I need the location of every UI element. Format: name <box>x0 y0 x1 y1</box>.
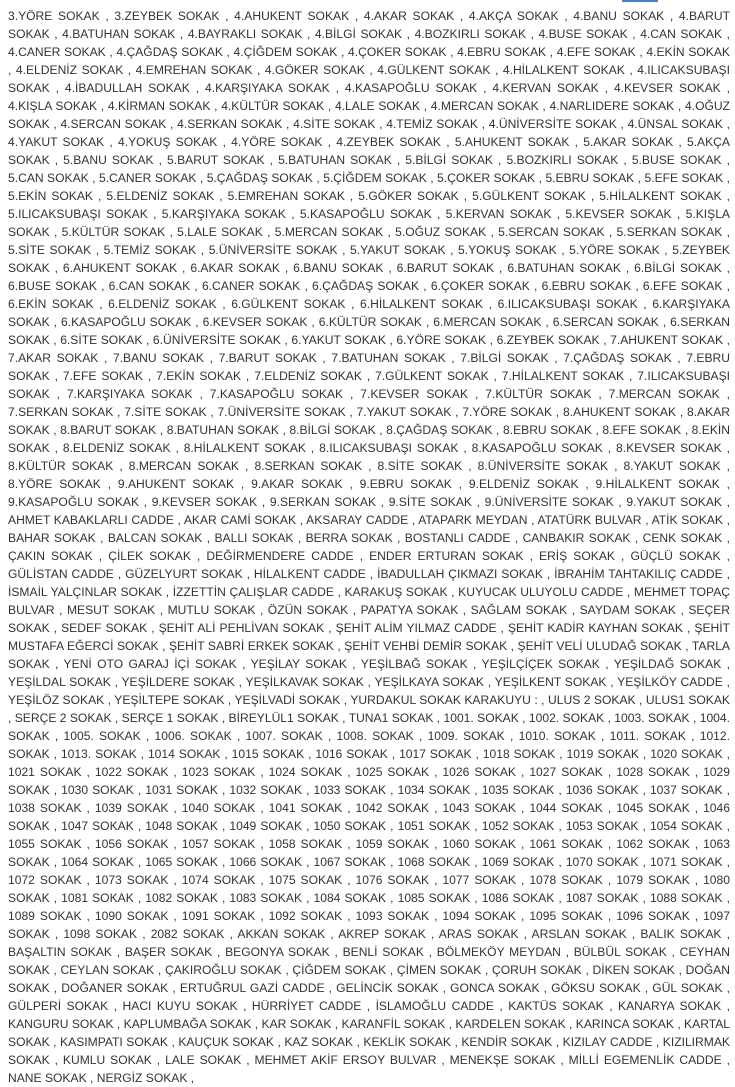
top-divider <box>0 0 735 2</box>
top-accent-bar <box>622 0 658 2</box>
street-list-paragraph: 3.YÖRE SOKAK , 3.ZEYBEK SOKAK , 4.AHUKENT SOKAK , 4.AKAR SOKAK , 4.AKÇA SOKAK , 4.BANU SOKAK , 4.BARUT SOKAK , 4.BATUHAN SOKAK , 4.BAYRAKLI SOKAK , 4.BİLGİ SOKAK , 4.BOZKIRLI SOKAK , 4.BUSE SOKAK , 4.CAN SOKAK , 4.CANER SOKAK , 4.ÇAĞDAŞ SOKAK , 4.ÇİĞDEM SOKAK , 4.ÇOKER SOKAK , 4.EBRU SOKAK , 4.EFE SOKAK , 4.EKİN SOKAK , 4.ELDENİZ SOKAK , 4.EMREHAN SOKAK , 4.GÖKER SOKAK , 4.GÜLKENT SOKAK , 4.HİLALKENT SOKAK , 4.ILICAKSUBAŞI SOKAK , 4.İBADULLAH SOKAK , 4.KARŞIYAKA SOKAK , 4.KASAPOĞLU SOKAK , 4.KERVAN SOKAK , 4.KEVSER SOKAK , 4.KIŞLA SOKAK , 4.KİRMAN SOKAK , 4.KÜLTÜR SOKAK , 4.LALE SOKAK , 4.MERCAN SOKAK , 4.NARLIDERE SOKAK , 4.OĞUZ SOKAK , 4.SERCAN SOKAK , 4.SERKAN SOKAK , 4.SİTE SOKAK , 4.TEMİZ SOKAK , 4.ÜNİVERSİTE SOKAK , 4.ÜNSAL SOKAK , 4.YAKUT SOKAK , 4.YOKUŞ SOKAK , 4.YÖRE SOKAK , 4.ZEYBEK SOKAK , 5.AHUKENT SOKAK , 5.AKAR SOKAK , 5.AKÇA SOKAK , 5.BANU SOKAK , 5.BARUT SOKAK , 5.BATUHAN SOKAK , 5.BİLGİ SOKAK , 5.BOZKIRLI SOKAK , 5.BUSE SOKAK , 5.CAN SOKAK , 5.CANER SOKAK , 5.ÇAĞDAŞ SOKAK , 5.ÇİĞDEM SOKAK , 5.ÇOKER SOKAK , 5.EBRU SOKAK , 5.EFE SOKAK , 5.EKİN SOKAK , 5.ELDENİZ SOKAK , 5.EMREHAN SOKAK , 5.GÖKER SOKAK , 5.GÜLKENT SOKAK , 5.HİLALKENT SOKAK , 5.ILICAKSUBAŞI SOKAK , 5.KARŞIYAKA SOKAK , 5.KASAPOĞLU SOKAK , 5.KERVAN SOKAK , 5.KEVSER SOKAK , 5.KIŞLA SOKAK , 5.KÜLTÜR SOKAK , 5.LALE SOKAK , 5.MERCAN SOKAK , 5.OĞUZ SOKAK , 5.SERCAN SOKAK , 5.SERKAN SOKAK , 5.SİTE SOKAK , 5.TEMİZ SOKAK , 5.ÜNİVERSİTE SOKAK , 5.YAKUT SOKAK , 5.YOKUŞ SOKAK , 5.YÖRE SOKAK , 5.ZEYBEK SOKAK , 6.AHUKENT SOKAK , 6.AKAR SOKAK , 6.BANU SOKAK , 6.BARUT SOKAK , 6.BATUHAN SOKAK , 6.BİLGİ SOKAK , 6.BUSE SOKAK , 6.CAN SOKAK , 6.CANER SOKAK , 6.ÇAĞDAŞ SOKAK , 6.ÇOKER SOKAK , 6.EBRU SOKAK , 6.EFE SOKAK , 6.EKİN SOKAK , 6.ELDENİZ SOKAK , 6.GÜLKENT SOKAK , 6.HİLALKENT SOKAK , 6.ILICAKSUBAŞI SOKAK , 6.KARŞIYAKA SOKAK , 6.KASAPOĞLU SOKAK , 6.KEVSER SOKAK , 6.KÜLTÜR SOKAK , 6.MERCAN SOKAK , 6.SERCAN SOKAK , 6.SERKAN SOKAK , 6.SİTE SOKAK , 6.ÜNİVERSİTE SOKAK , 6.YAKUT SOKAK , 6.YÖRE SOKAK , 6.ZEYBEK SOKAK , 7.AHUKENT SOKAK , 7.AKAR SOKAK , 7.BANU SOKAK , 7.BARUT SOKAK , 7.BATUHAN SOKAK , 7.BİLGİ SOKAK , 7.ÇAĞDAŞ SOKAK , 7.EBRU SOKAK , 7.EFE SOKAK , 7.EKİN SOKAK , 7.ELDENİZ SOKAK , 7.GÜLKENT SOKAK , 7.HİLALKENT SOKAK , 7.ILICAKSUBAŞI SOKAK , 7.KARŞIYAKA SOKAK , 7.KASAPOĞLU SOKAK , 7.KEVSER SOKAK , 7.KÜLTÜR SOKAK , 7.MERCAN SOKAK , 7.SERKAN SOKAK , 7.SİTE SOKAK , 7.ÜNİVERSİTE SOKAK , 7.YAKUT SOKAK , 7.YÖRE SOKAK , 8.AHUKENT SOKAK , 8.AKAR SOKAK , 8.BARUT SOKAK , 8.BATUHAN SOKAK , 8.BİLGİ SOKAK , 8.ÇAĞDAŞ SOKAK , 8.EBRU SOKAK , 8.EFE SOKAK , 8.EKİN SOKAK , 8.ELDENİZ SOKAK , 8.HİLALKENT SOKAK , 8.ILICAKSUBAŞI SOKAK , 8.KASAPOĞLU SOKAK , 8.KEVSER SOKAK , 8.KÜLTÜR SOKAK , 8.MERCAN SOKAK , 8.SERKAN SOKAK , 8.SİTE SOKAK , 8.ÜNİVERSİTE SOKAK , 8.YAKUT SOKAK , 8.YÖRE SOKAK , 9.AHUKENT SOKAK , 9.AKAR SOKAK , 9.EBRU SOKAK , 9.ELDENİZ SOKAK , 9.HİLALKENT SOKAK , 9.KASAPOĞLU SOKAK , 9.KEVSER SOKAK , 9.SERKAN SOKAK , 9.SİTE SOKAK , 9.ÜNİVERSİTE SOKAK , 9.YAKUT SOKAK , AHMET KABAKLARLI CADDE , AKAR CAMİ SOKAK , AKSARAY CADDE , ATAPARK MEYDAN , ATATÜRK BULVAR , ATİK SOKAK , BAHAR SOKAK , BALCAN SOKAK , BALLI SOKAK , BERRA SOKAK , BOSTANLI CADDE , CANBAKIR SOKAK , CENK SOKAK , ÇAKIN SOKAK , ÇİLEK SOKAK , DEĞİRMENDERE CADDE , ENDER ERTURAN SOKAK , ERİŞ SOKAK , GÜÇLÜ SOKAK , GÜLİSTAN CADDE , GÜZELYURT SOKAK , HİLALKENT CADDE , İBADULLAH ÇIKMAZI SOKAK , İBRAHİM TAHTAKILIÇ CADDE , İSMAİL YALÇINLAR SOKAK , İZZETTİN ÇALIŞLAR CADDE , KARAKUŞ SOKAK , KUYUCAK ULUYOLU CADDE , MEHMET TOPAÇ BULVAR , MESUT SOKAK , MUTLU SOKAK , ÖZÜN SOKAK , PAPATYA SOKAK , SAĞLAM SOKAK , SAYDAM SOKAK , SEÇER SOKAK , SEDEF SOKAK , ŞEHİT ALİ PEHLİVAN SOKAK , ŞEHİT ALİM YILMAZ CADDE , ŞEHİT KADİR KAYHAN SOKAK , ŞEHİT MUSTAFA EĞERCİ SOKAK , ŞEHİT SABRİ ERKEK SOKAK , ŞEHİT VEHBİ DEMİR SOKAK , ŞEHİT VELİ ULUDAĞ SOKAK , TARLA SOKAK , YENİ OTO GARAJ İÇİ SOKAK , YEŞİLAY SOKAK , YEŞİLBAĞ SOKAK , YEŞİLÇİÇEK SOKAK , YEŞİLDAĞ SOKAK , YEŞİLDAL SOKAK , YEŞİLDERE SOKAK , YEŞİLKAVAK SOKAK , YEŞİLKAYA SOKAK , YEŞİLKENT SOKAK , YEŞİLKÖY CADDE , YEŞİLÖZ SOKAK , YEŞİLTEPE SOKAK , YEŞİLVADİ SOKAK , YURDAKUL SOKAK KARAKUYU : , ULUS 2 SOKAK , ULUS1 SOKAK , SERÇE 2 SOKAK , SERÇE 1 SOKAK , BİREYLÜL1 SOKAK , TUNA1 SOKAK , 1001. SOKAK , 1002. SOKAK , 1003. SOKAK , 1004. SOKAK , 1005. SOKAK , 1006. SOKAK , 1007. SOKAK , 1008. SOKAK , 1009. SOKAK , 1010. SOKAK , 1011. SOKAK , 1012. SOKAK , 1013. SOKAK , 1014 SOKAK , 1015 SOKAK , 1016 SOKAK , 1017 SOKAK , 1018 SOKAK , 1019 SOKAK , 1020 SOKAK , 1021 SOKAK , 1022 SOKAK , 1023 SOKAK , 1024 SOKAK , 1025 SOKAK , 1026 SOKAK , 1027 SOKAK , 1028 SOKAK , 1029 SOKAK , 1030 SOKAK , 1031 SOKAK , 1032 SOKAK , 1033 SOKAK , 1034 SOKAK , 1035 SOKAK , 1036 SOKAK , 1037 SOKAK , 1038 SOKAK , 1039 SOKAK , 1040 SOKAK , 1041 SOKAK , 1042 SOKAK , 1043 SOKAK , 1044 SOKAK , 1045 SOKAK , 1046 SOKAK , 1047 SOKAK , 1048 SOKAK , 1049 SOKAK , 1050 SOKAK , 1051 SOKAK , 1052 SOKAK , 1053 SOKAK , 1054 SOKAK , 1055 SOKAK , 1056 SOKAK , 1057 SOKAK , 1058 SOKAK , 1059 SOKAK , 1060 SOKAK , 1061 SOKAK , 1062 SOKAK , 1063 SOKAK , 1064 SOKAK , 1065 SOKAK , 1066 SOKAK , 1067 SOKAK , 1068 SOKAK , 1069 SOKAK , 1070 SOKAK , 1071 SOKAK , 1072 SOKAK , 1073 SOKAK , 1074 SOKAK , 1075 SOKAK , 1076 SOKAK , 1077 SOKAK , 1078 SOKAK , 1079 SOKAK , 1080 SOKAK , 1081 SOKAK , 1082 SOKAK , 1083 SOKAK , 1084 SOKAK , 1085 SOKAK , 1086 SOKAK , 1087 SOKAK , 1088 SOKAK , 1089 SOKAK , 1090 SOKAK , 1091 SOKAK , 1092 SOKAK , 1093 SOKAK , 1094 SOKAK , 1095 SOKAK , 1096 SOKAK , 1097 SOKAK , 1098 SOKAK , 2082 SOKAK , AKKAN SOKAK , AKREP SOKAK , ARAS SOKAK , ARSLAN SOKAK , BALIK SOKAK , BAŞALTIN SOKAK , BAŞER SOKAK , BEGONYA SOKAK , BENLİ SOKAK , BÖLMEKÖY MEYDAN , BÜLBÜL SOKAK , CEYHAN SOKAK , CEYLAN SOKAK , ÇAKIROĞLU SOKAK , ÇİĞDEM SOKAK , ÇİMEN SOKAK , ÇORUH SOKAK , DİKEN SOKAK , DOĞAN SOKAK , DOĞANER SOKAK , ERTUĞRUL GAZİ CADDE , GELİNCİK SOKAK , GONCA SOKAK , GÖKSU SOKAK , GÜL SOKAK , GÜLPERİ SOKAK , HACI KUYU SOKAK , HÜRRİYET CADDE , İSLAMOĞLU CADDE , KAKTÜS SOKAK , KANARYA SOKAK , KANGURU SOKAK , KAPLUMBAĞA SOKAK , KAR SOKAK , KARANFİL SOKAK , KARDELEN SOKAK , KARINCA SOKAK , KARTAL SOKAK , KASIMPATI SOKAK , KAUÇUK SOKAK , KAZ SOKAK , KEKLİK SOKAK , KENDİR SOKAK , KIZILAY CADDE , KIZILIRMAK SOKAK , KUMLU SOKAK , LALE SOKAK , MEHMET AKİF ERSOY BULVAR , MENEKŞE SOKAK , MİLLİ EGEMENLİK CADDE , NANE SOKAK , NERGİZ SOKAK , <box>8 9 730 1085</box>
